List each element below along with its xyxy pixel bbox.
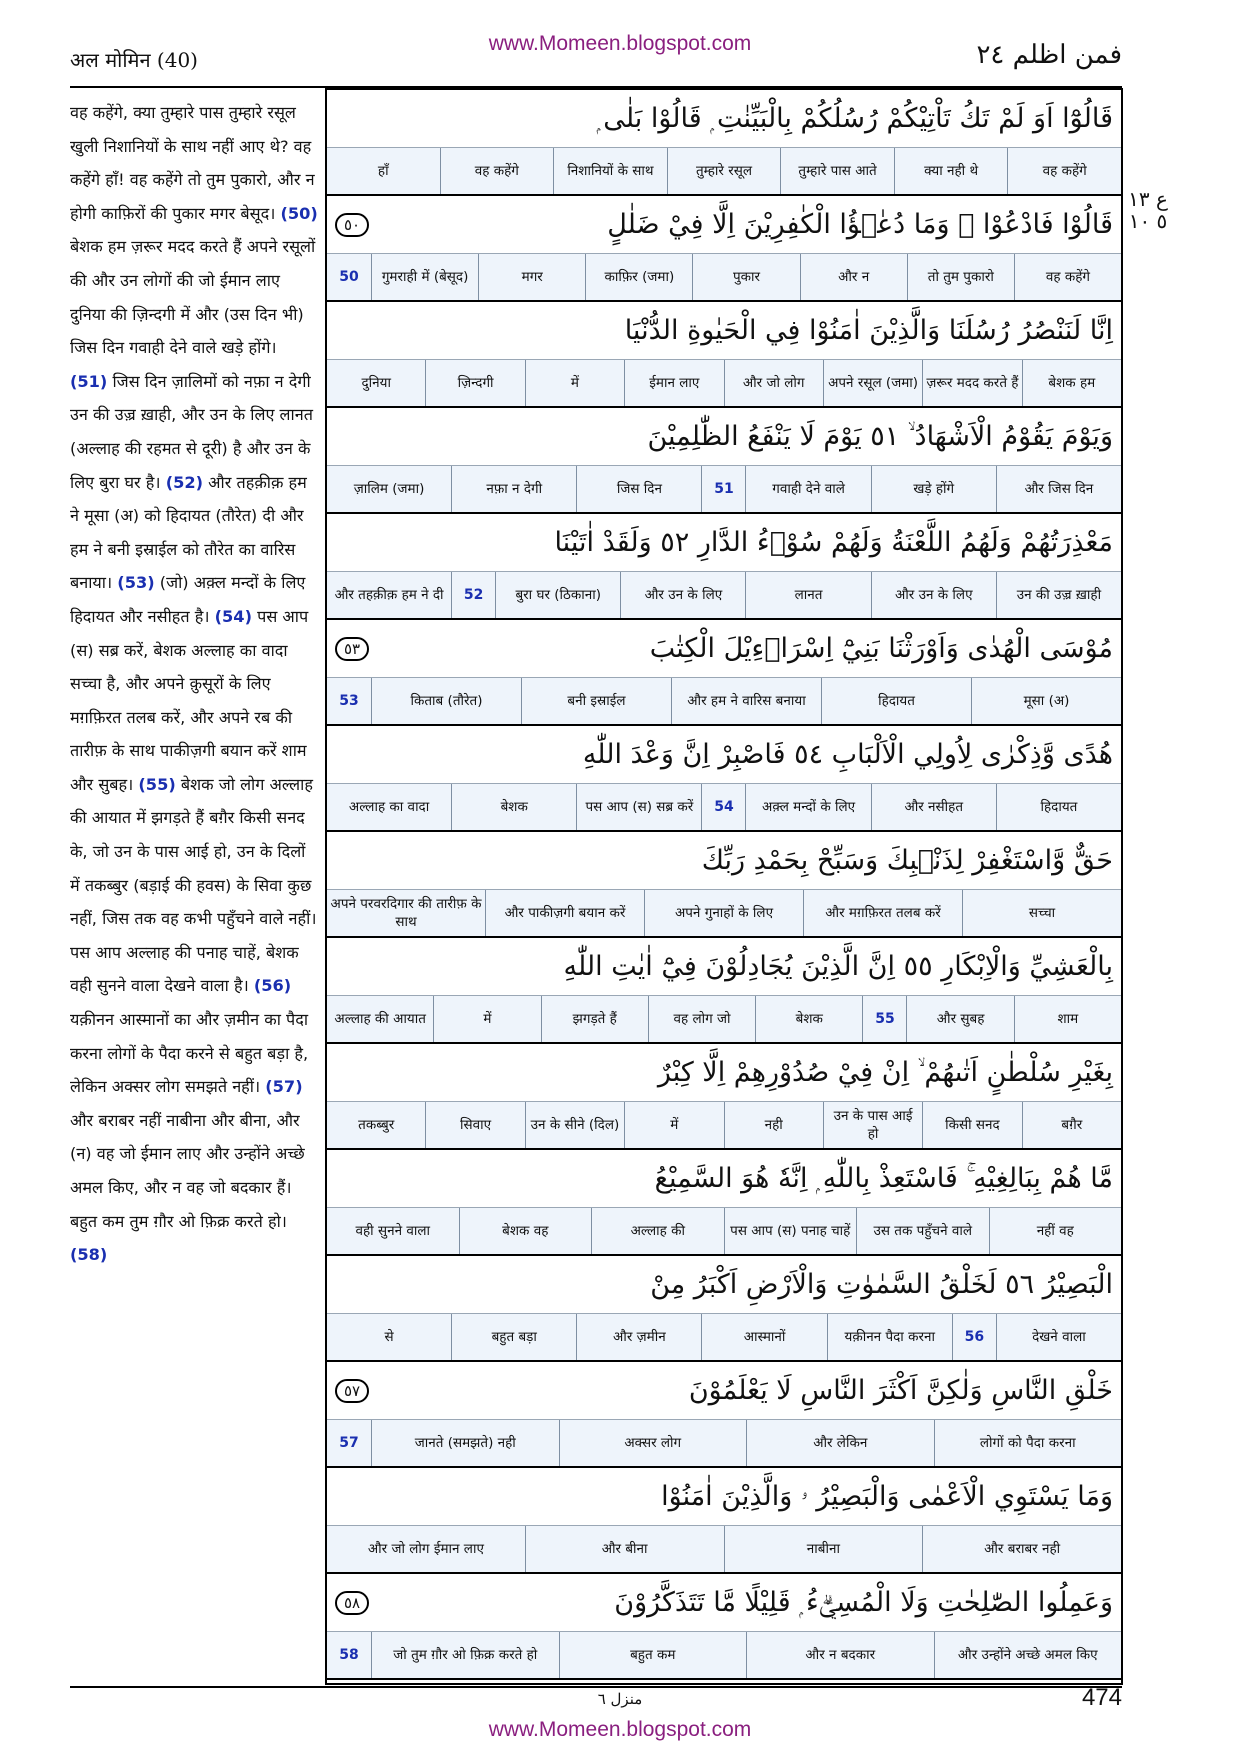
word-meaning-cell: वह कहेंगे — [440, 148, 554, 194]
word-meaning-cell: और जो लोग ईमान लाए — [367, 1541, 484, 1557]
verse-number: (52) — [165, 472, 204, 492]
word-meaning-cell: और न — [800, 254, 907, 300]
arabic-verse-row — [327, 726, 1121, 784]
word-meaning-cell: निशानियों के साथ — [553, 148, 667, 194]
word-meaning-cell: पस आप (स) सब्र करें — [576, 784, 701, 830]
word-meaning-cell: उन के सीने (दिल) — [525, 1102, 624, 1148]
word-meaning-cell: और नसीहत — [871, 784, 996, 830]
word-meaning-cell: और हम ने वारिस बनाया — [671, 678, 821, 724]
arabic-text: قَالُوْا فَادْعُوْا ۚ وَمَا دُعٰۗؤُا الْكٰفِرِيْنَ اِلَّا فِيْ ضَلٰلٍ — [607, 209, 1113, 240]
word-meaning-row — [327, 466, 1121, 514]
arabic-verse-row — [327, 620, 1121, 678]
verse-number-cell: 56 — [952, 1314, 996, 1360]
verse-number: (53) — [117, 573, 155, 593]
word-meaning-cell: वह कहेंगे — [1014, 254, 1121, 300]
word-meaning-cell: बेशक हम — [1022, 360, 1121, 406]
arabic-text: الْبَصِيْرُ ٥٦ لَخَلْقُ السَّمٰوٰتِ وَالْاَرْضِ اَكْبَرُ مِنْ — [650, 1269, 1113, 1300]
word-meaning-cell: अक्सर लोग — [559, 1420, 747, 1466]
verse-number-cell: 51 — [701, 466, 745, 512]
translation-sentence: यक़ीनन आस्मानों का और ज़मीन का पैदा करना लोगों के पैदा करने से बहुत बड़ा है, लेकिन अक्सर लोग समझते नहीं। — [70, 1010, 309, 1097]
ayah-marker: ٥٠ — [335, 213, 369, 237]
word-meaning-cell: क्या नही थे — [894, 148, 1008, 194]
word-meaning-cell: उस तक पहुँचने वाले — [856, 1208, 989, 1254]
word-meaning-cell: तुम्हारे पास आते — [780, 148, 894, 194]
word-meaning-cell: पस आप (स) पनाह चाहें — [724, 1208, 857, 1254]
arabic-text: مُوْسَى الْهُدٰى وَاَوْرَثْنَا بَنِيْٓ اِسْرَاۗءِيْلَ الْكِتٰبَ — [649, 633, 1113, 664]
word-meaning-cell: उन के पास आई हो — [823, 1102, 922, 1148]
word-meaning-cell: और उन्होंने अच्छे अमल किए — [934, 1632, 1122, 1678]
word-meaning-cell: बग़ैर — [1022, 1102, 1121, 1148]
word-meaning-cell: सिवाए — [425, 1102, 524, 1148]
word-meaning-cell: किताब (तौरेत) — [371, 678, 521, 724]
word-meaning-row — [327, 1314, 1121, 1362]
arabic-text: بِغَيْرِ سُلْطٰنٍ اَتٰىهُمْ ۙ اِنْ فِيْ صُدُوْرِهِمْ اِلَّا كِبْرٌ — [657, 1056, 1113, 1088]
word-meaning-cell: और तहक़ीक़ हम ने दी — [334, 587, 444, 603]
translation-sentence: जिस दिन ज़ालिमों को नफ़ा न देगी उन की उज़्र ख़ाही, और उन के लिए लानत (अल्लाह की रहमत से दूरी) है और उन के लिए बुरा घर है। — [70, 371, 313, 492]
word-meaning-cell: ज़िन्दगी — [425, 360, 524, 406]
word-meaning-cell: गवाही देने वाले — [745, 466, 870, 512]
word-meaning-cell: से — [384, 1329, 394, 1345]
word-meaning-cell: लानत — [745, 572, 870, 618]
word-meaning-cell: बहुत बड़ा — [451, 1314, 576, 1360]
word-meaning-row — [327, 1632, 1121, 1680]
word-meaning-cell: उन की उज़्र ख़ाही — [996, 572, 1121, 618]
word-meaning-cell: नहीं वह — [989, 1208, 1122, 1254]
word-meaning-cell: और सुबह — [906, 996, 1013, 1042]
word-meaning-cell: अक़्ल मन्दों के लिए — [745, 784, 870, 830]
word-meaning-cell: और उन के लिए — [871, 572, 996, 618]
arabic-verse-row — [327, 1468, 1121, 1526]
word-meaning-cell: नफ़ा न देगी — [451, 466, 576, 512]
arabic-text: قَالُوْٓا اَوَ لَمْ تَكُ تَاْتِيْكُمْ رُسُلُكُمْ بِالْبَيِّنٰتِ ۭ قَالُوْا بَلٰى ۭ — [596, 102, 1113, 134]
verse-number: (58) — [70, 1245, 108, 1265]
word-meaning-cell: में — [624, 1102, 723, 1148]
word-meaning-cell: और लेकिन — [746, 1420, 934, 1466]
verse-number: (56) — [253, 976, 292, 996]
word-meaning-cell: बेशक — [755, 996, 862, 1042]
verse-number-cell: 55 — [862, 996, 906, 1042]
arabic-text: بِالْعَشِيِّ وَالْاِبْكَارِ ٥٥ اِنَّ الَّذِيْنَ يُجَادِلُوْنَ فِيْٓ اٰيٰتِ اللّٰهِ — [563, 951, 1113, 982]
translation-sentence: बेशक हम ज़रूर मदद करते हैं अपने रसूलों की और उन लोगों की जो ईमान लाए दुनिया की ज़िन्दगी में और (उस दिन भी) जिस दिन गवाही देने वाले खड़े होंगे। — [70, 237, 316, 358]
verse-number-cell: 52 — [451, 572, 495, 618]
word-meaning-row — [327, 1526, 1121, 1574]
word-by-word-table — [327, 88, 1123, 1685]
translation-text — [70, 96, 318, 1272]
arabic-text: مَّا هُمْ بِبَالِغِيْهِ ۚ فَاسْتَعِذْ بِاللّٰهِ ۭ اِنَّهٗ هُوَ السَّمِيْعُ — [654, 1162, 1113, 1194]
word-meaning-cell: हिदायत — [821, 678, 971, 724]
word-meaning-cell: शाम — [1014, 996, 1121, 1042]
word-meaning-cell: और उन के लिए — [620, 572, 745, 618]
word-meaning-cell: अपने रसूल (जमा) — [823, 360, 922, 406]
translation-sentence: (जो) अक़्ल मन्दों के लिए हिदायत और नसीहत है। — [70, 573, 306, 626]
verse-number: (55) — [138, 774, 176, 794]
verse-number: (50) — [280, 203, 318, 223]
word-meaning-cell: और बीना — [525, 1526, 724, 1572]
word-meaning-cell: हिदायत — [996, 784, 1121, 830]
word-meaning-cell: तुम्हारे रसूल — [667, 148, 781, 194]
word-meaning-cell: में — [525, 360, 624, 406]
word-meaning-row — [327, 254, 1121, 302]
arabic-verse-row — [327, 302, 1121, 360]
word-meaning-cell: अल्लाह का वादा — [348, 799, 430, 815]
word-meaning-cell: नाबीना — [724, 1526, 923, 1572]
word-meaning-cell: और बराबर नही — [922, 1526, 1121, 1572]
word-meaning-cell: ज़रूर मदद करते हैं — [922, 360, 1021, 406]
word-meaning-cell: और न बदकार — [746, 1632, 934, 1678]
arabic-text: هُدًى وَّذِكْرٰى لِاُولِي الْاَلْبَابِ ٥٤ فَاصْبِرْ اِنَّ وَعْدَ اللّٰهِ — [582, 739, 1113, 770]
word-meaning-cell: ज़ालिम (जमा) — [353, 481, 425, 497]
ayah-marker: ٥٧ — [335, 1379, 369, 1403]
word-meaning-cell: मूसा (अ) — [971, 678, 1121, 724]
word-meaning-cell: किसी सनद — [922, 1102, 1021, 1148]
word-meaning-cell: बेशक — [451, 784, 576, 830]
site-url-bottom[interactable]: www.Momeen.blogspot.com — [488, 1718, 752, 1741]
verse-number: (54) — [214, 606, 252, 626]
translation-column — [70, 96, 318, 1686]
word-meaning-cell: जानते (समझते) नही — [371, 1420, 559, 1466]
word-meaning-cell: दुनिया — [361, 375, 391, 391]
word-meaning-cell: अल्लाह की — [591, 1208, 724, 1254]
page-number: 474 — [1081, 1684, 1122, 1711]
word-meaning-cell: और मग़फ़िरत तलब करें — [803, 890, 962, 936]
word-meaning-row — [327, 1420, 1121, 1468]
arabic-text: حَقٌّ وَّاسْتَغْفِرْ لِذَنْۢبِكَ وَسَبِّحْ بِحَمْدِ رَبِّكَ — [701, 845, 1113, 876]
word-meaning-cell: झगड़ते हैं — [541, 996, 648, 1042]
verse-number-cell: 58 — [339, 1647, 359, 1663]
word-meaning-cell: जिस दिन — [576, 466, 701, 512]
arabic-text: مَعْذِرَتُهُمْ وَلَهُمُ اللَّعْنَةُ وَلَهُمْ سُوْۗءُ الدَّارِ ٥٢ وَلَقَدْ اٰتَيْنَا — [554, 527, 1113, 558]
manzil-label: منزل ٦ — [597, 1690, 643, 1708]
word-meaning-cell: देखने वाला — [996, 1314, 1121, 1360]
arabic-verse-row — [327, 1256, 1121, 1314]
word-meaning-cell: तो तुम पुकारो — [907, 254, 1014, 300]
verse-number-cell: 53 — [339, 693, 359, 709]
word-meaning-cell: यक़ीनन पैदा करना — [827, 1314, 952, 1360]
word-meaning-cell: ईमान लाए — [624, 360, 723, 406]
translation-sentence: और तहक़ीक़ हम ने मूसा (अ) को हिदायत (तौरेत) दी और हम ने बनी इस्राईल को तौरेत का वारिस बनाया। — [70, 472, 307, 593]
word-meaning-row — [327, 148, 1121, 196]
word-meaning-cell: काफ़िर (जमा) — [585, 254, 692, 300]
verse-number: (57) — [265, 1077, 303, 1097]
verse-number-cell: 57 — [339, 1435, 359, 1451]
word-meaning-cell: में — [433, 996, 540, 1042]
translation-sentence: पस आप (स) सब्र करें, बेशक अल्लाह का वादा सच्चा है, और अपने क़ुसूरों के लिए मग़फ़िरत तलब करें, और अपने रब की तारीफ़ के साथ पाकीज़गी बयान करें शाम और सुबह। — [70, 606, 309, 794]
arabic-verse-row — [327, 1044, 1121, 1102]
footer-rule — [70, 1686, 1122, 1688]
word-meaning-cell: गुमराही में (बेसूद) — [371, 254, 478, 300]
arabic-text: وَعَمِلُوا الصّٰلِحٰتِ وَلَا الْمُسِيْۗءُ ۭ قَلِيْلًا مَّا تَتَذَكَّرُوْنَ — [614, 1586, 1113, 1618]
arabic-text: اِنَّا لَنَنْصُرُ رُسُلَنَا وَالَّذِيْنَ اٰمَنُوْا فِي الْحَيٰوةِ الدُّنْيَا — [624, 315, 1113, 346]
arabic-text: وَيَوْمَ يَقُوْمُ الْاَشْهَادُ ۙ ٥١ يَوْمَ لَا يَنْفَعُ الظّٰلِمِيْنَ — [647, 420, 1113, 452]
word-meaning-cell: पुकार — [692, 254, 799, 300]
word-meaning-row — [327, 572, 1121, 620]
word-meaning-cell: मगर — [478, 254, 585, 300]
word-meaning-cell: हाँ — [377, 163, 389, 179]
verse-number: (51) — [70, 371, 108, 391]
arabic-text: خَلْقِ النَّاسِ وَلٰكِنَّ اَكْثَرَ النَّاسِ لَا يَعْلَمُوْنَ — [688, 1375, 1113, 1406]
word-meaning-cell: और पाकीज़गी बयान करें — [485, 890, 644, 936]
para-title-arabic: فمن اظلم ٢٤ — [976, 40, 1122, 70]
surah-title-hindi: अल मोमिन (40) — [70, 48, 198, 72]
site-url-top[interactable]: www.Momeen.blogspot.com — [488, 32, 752, 55]
ayah-marker: ٥٨ — [335, 1591, 369, 1615]
word-meaning-cell: खड़े होंगे — [871, 466, 996, 512]
arabic-verse-row — [327, 408, 1121, 466]
word-meaning-cell: जो तुम ग़ौर ओ फ़िक्र करते हो — [371, 1632, 559, 1678]
translation-sentence: बेशक जो लोग अल्लाह की आयात में झगड़ते हैं बग़ैर किसी सनद के, जो उन के पास आई हो, उन के दिलों में तकब्बुर (बड़ाई की हवस) के सिवा कुछ नहीं, जिस तक वह कभी पहुँचने वाले नहीं। पस आप अल्लाह की पनाह चाहें, बेशक वही सुनने वाला देखने वाला है। — [70, 774, 317, 996]
word-meaning-row — [327, 996, 1121, 1044]
word-meaning-cell: तकब्बुर — [358, 1117, 395, 1133]
word-meaning-row — [327, 1102, 1121, 1150]
word-meaning-cell: वह लोग जो — [648, 996, 755, 1042]
verse-number-cell: 54 — [701, 784, 745, 830]
arabic-verse-row — [327, 196, 1121, 254]
word-meaning-cell: सच्चा — [962, 890, 1121, 936]
arabic-text: وَمَا يَسْتَوِي الْاَعْمٰى وَالْبَصِيْرُ ۥ وَالَّذِيْنَ اٰمَنُوْا — [661, 1480, 1113, 1512]
word-meaning-row — [327, 360, 1121, 408]
arabic-verse-row — [327, 514, 1121, 572]
word-meaning-row — [327, 784, 1121, 832]
word-meaning-cell: और जो लोग — [724, 360, 823, 406]
ruku-marker: ع ١٣ ٥ ١٠ — [1128, 187, 1168, 233]
word-meaning-cell: वही सुनने वाला — [355, 1223, 431, 1239]
ayah-marker: ٥٣ — [335, 637, 369, 661]
translation-sentence: वह कहेंगे, क्या तुम्हारे पास तुम्हारे रसूल खुली निशानियों के साथ नहीं आए थे? वह कहेंगे हाँ! वह कहेंगे तो तुम पुकारो, और न होगी काफ़िरों की पुकार मगर बेसूद। — [70, 103, 315, 223]
word-meaning-cell: अपने गुनाहों के लिए — [644, 890, 803, 936]
arabic-verse-row — [327, 1574, 1121, 1632]
word-meaning-cell: और जिस दिन — [996, 466, 1121, 512]
arabic-verse-row — [327, 938, 1121, 996]
word-meaning-cell: बेशक वह — [459, 1208, 592, 1254]
word-meaning-cell: नही — [724, 1102, 823, 1148]
word-meaning-row — [327, 678, 1121, 726]
word-meaning-cell: अपने परवरदिगार की तारीफ़ के साथ — [330, 896, 482, 930]
word-meaning-cell: बहुत कम — [559, 1632, 747, 1678]
word-meaning-cell: बनी इस्राईल — [521, 678, 671, 724]
verse-number-cell: 50 — [339, 269, 359, 285]
arabic-verse-row — [327, 1362, 1121, 1420]
arabic-verse-row — [327, 832, 1121, 890]
arabic-verse-row — [327, 1150, 1121, 1208]
word-meaning-row — [327, 890, 1121, 938]
word-meaning-cell: आस्मानों — [701, 1314, 826, 1360]
word-meaning-row — [327, 1208, 1121, 1256]
word-meaning-cell: अल्लाह की आयात — [334, 1011, 426, 1027]
word-meaning-cell: वह कहेंगे — [1007, 148, 1121, 194]
word-meaning-cell: बुरा घर (ठिकाना) — [495, 572, 620, 618]
arabic-verse-row — [327, 90, 1121, 148]
word-meaning-cell: लोगों को पैदा करना — [934, 1420, 1122, 1466]
translation-sentence: और बराबर नहीं नाबीना और बीना, और (न) वह जो ईमान लाए और उन्होंने अच्छे अमल किए, और न वह जो बदकार हैं। बहुत कम तुम ग़ौर ओ फ़िक्र करते हो। — [70, 1110, 305, 1231]
word-meaning-cell: और ज़मीन — [576, 1314, 701, 1360]
